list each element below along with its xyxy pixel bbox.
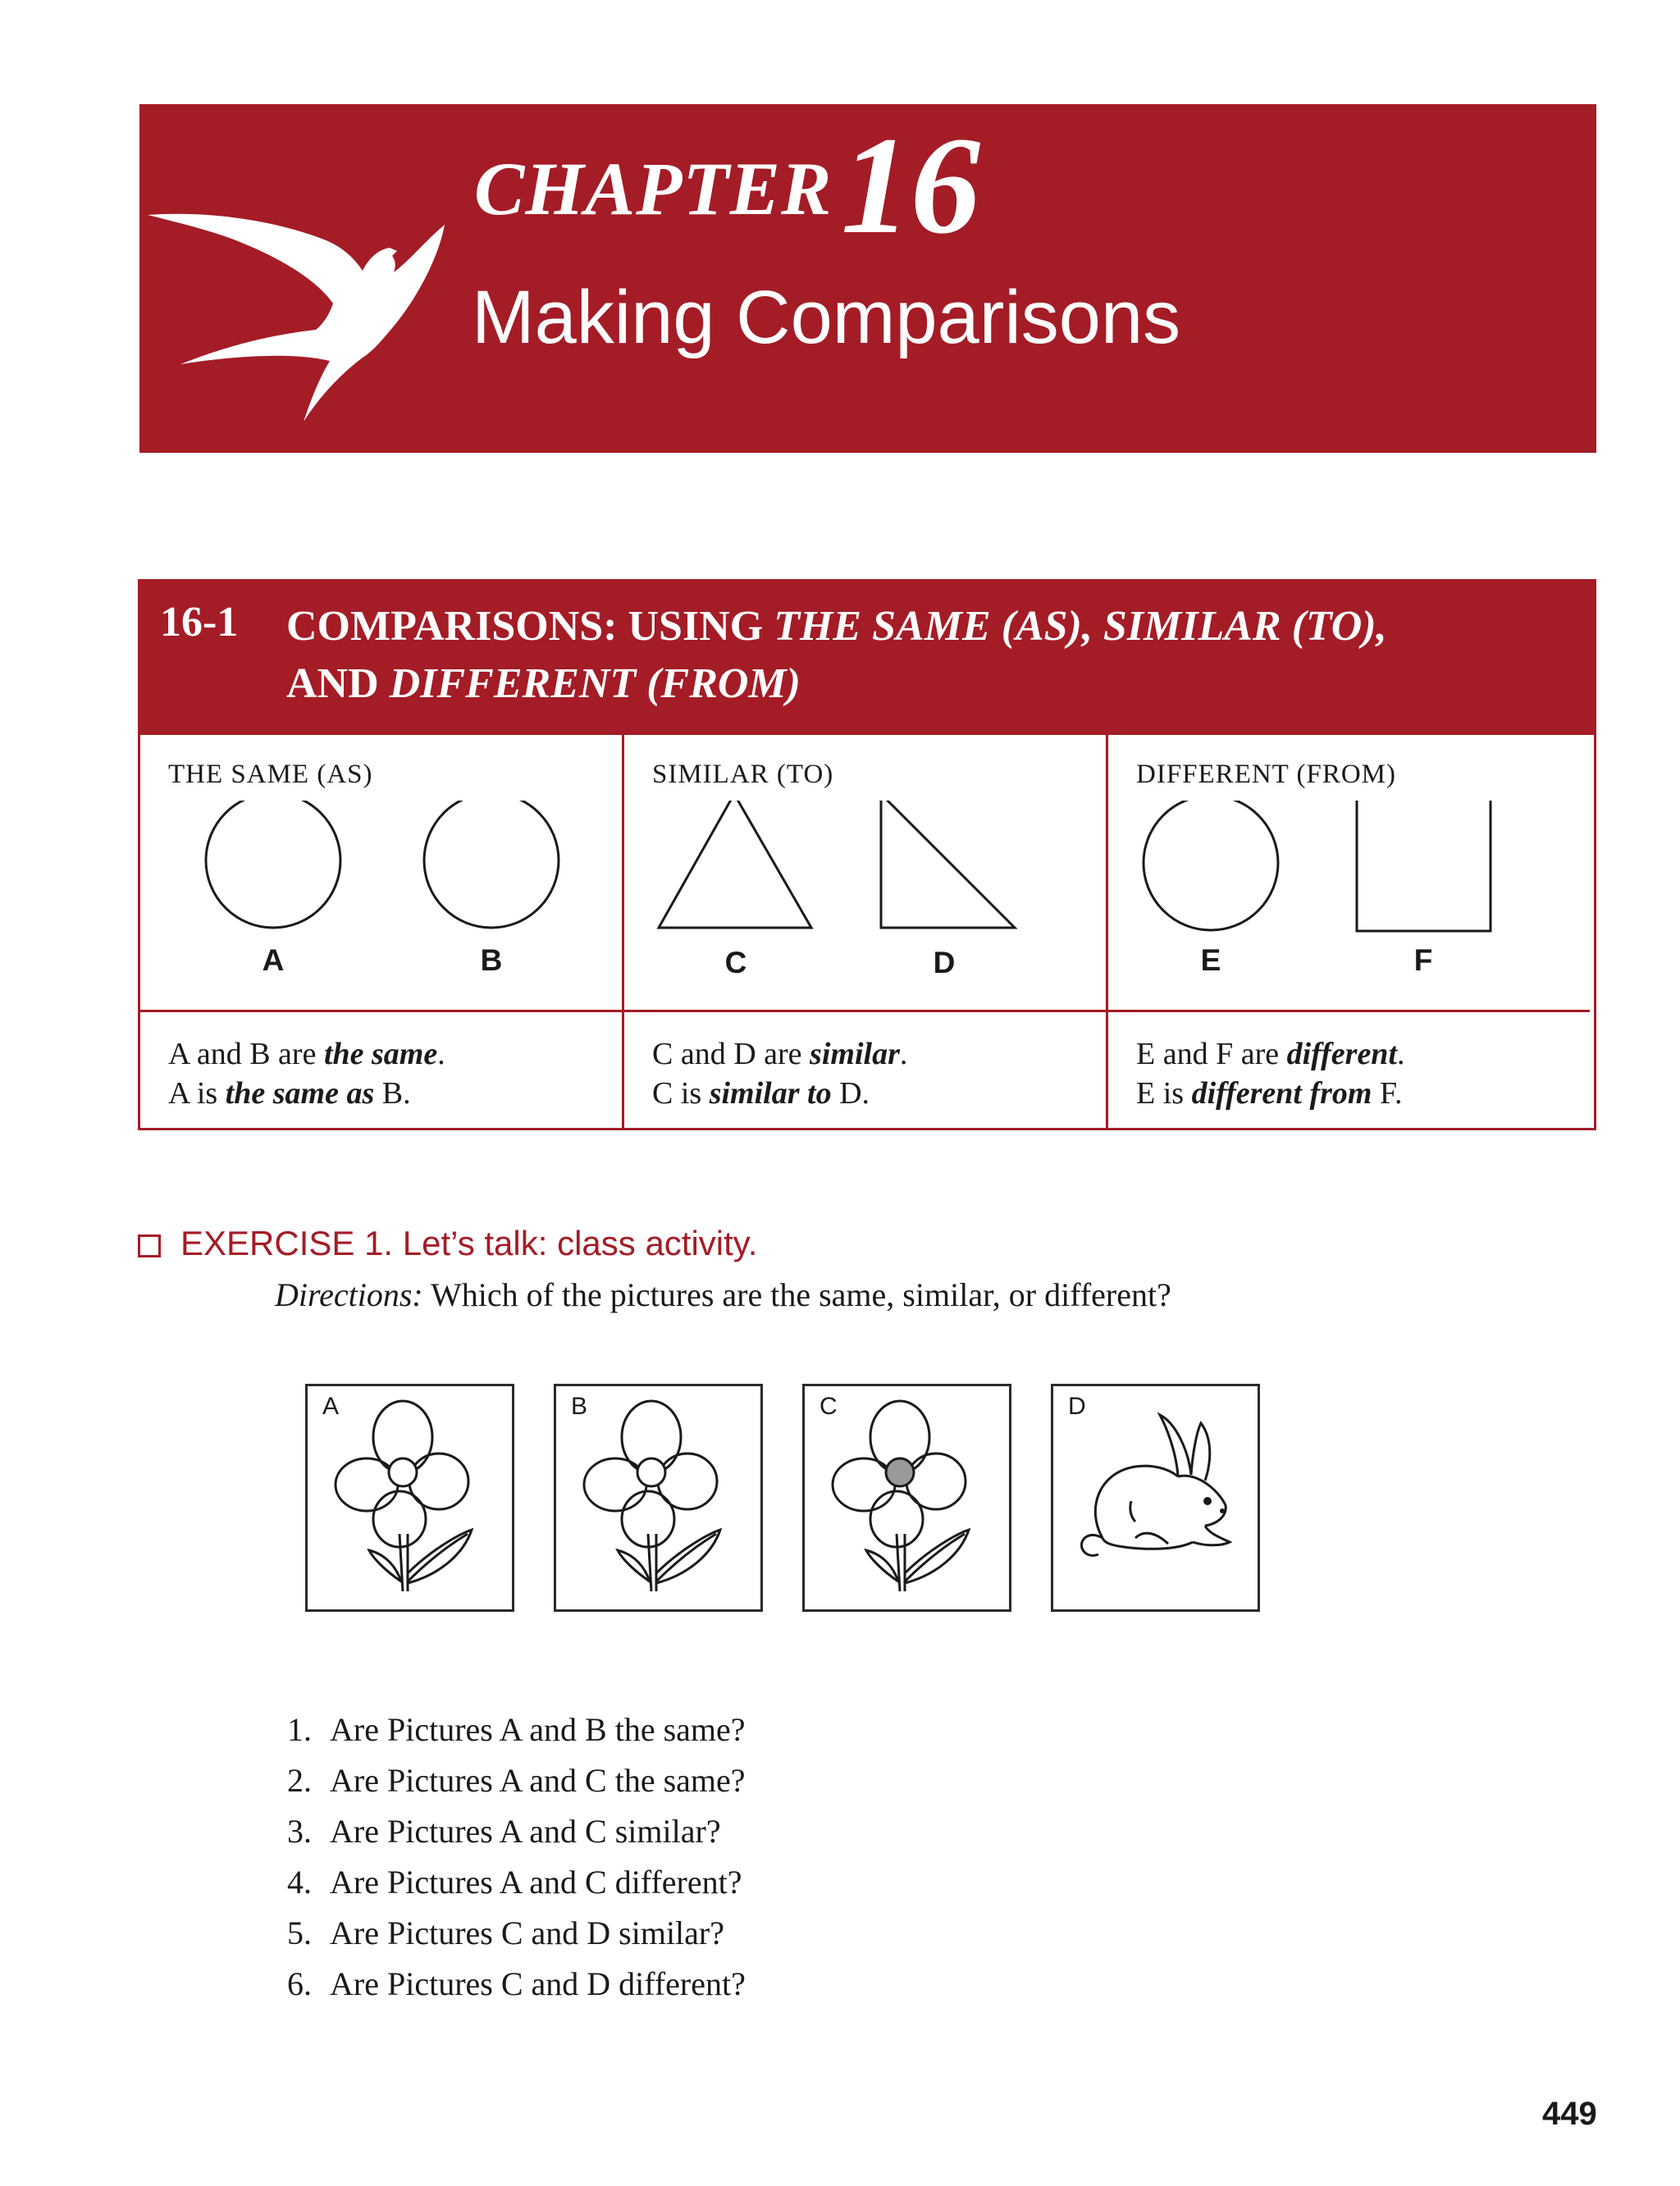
row-divider: [624, 1010, 1106, 1012]
column-similar: [622, 735, 1106, 1130]
exercise-checkbox[interactable]: [138, 1234, 161, 1257]
list-item: 3. Are Pictures A and C similar?: [287, 1813, 721, 1850]
shape-label: A: [262, 943, 285, 977]
picture-c: [802, 1384, 1011, 1612]
list-item: 6. Are Pictures C and D different?: [287, 1965, 746, 2002]
example-text: A and B are the same. A is the same as B.: [168, 1037, 445, 1111]
shape-label: B: [480, 943, 503, 977]
flower-icon: [308, 1386, 512, 1609]
triangle-shape: [881, 801, 1015, 928]
list-item: 5. Are Pictures C and D similar?: [287, 1914, 724, 1951]
column-heading: DIFFERENT (FROM): [1136, 760, 1397, 789]
exercise-directions: Directions: Which of the pictures are the same, similar, or different?: [275, 1276, 1171, 1313]
question-list: [287, 1705, 746, 2010]
example-text: E and F are different. E is different from F.: [1136, 1037, 1405, 1111]
picture-a: [305, 1384, 514, 1612]
comparison-chart: [138, 579, 1596, 1130]
row-divider: [140, 1010, 624, 1012]
flower-icon: [805, 1386, 1009, 1609]
shape-label: E: [1200, 943, 1221, 977]
picture-d: [1051, 1384, 1260, 1612]
chapter-number: 16: [841, 108, 980, 262]
circle-shape: [424, 801, 559, 928]
shape-label: D: [933, 946, 956, 979]
page-number: 449: [1542, 2096, 1597, 2132]
column-heading: THE SAME (AS): [168, 760, 373, 789]
chart-header: [140, 582, 1594, 735]
column-different: [1106, 735, 1590, 1130]
rabbit-icon: [1053, 1386, 1258, 1609]
picture-letter: B: [571, 1393, 588, 1420]
similar-shapes: [624, 801, 1108, 997]
different-shapes: [1108, 801, 1592, 997]
shape-label: F: [1413, 943, 1433, 977]
same-shapes: [140, 801, 624, 997]
column-same: [140, 735, 624, 1130]
picture-b: [554, 1384, 763, 1612]
square-shape: [1357, 801, 1491, 931]
bird-icon: [148, 182, 451, 428]
triangle-shape: [659, 801, 811, 928]
circle-shape: [206, 801, 340, 928]
section-title: COMPARISONS: USING THE SAME (AS), SIMILAR (TO), AND DIFFERENT (FROM): [286, 603, 1387, 707]
chapter-banner: [139, 104, 1596, 453]
chapter-title: Making Comparisons: [472, 276, 1181, 359]
shape-label: C: [724, 946, 747, 979]
list-item: 1. Are Pictures A and B the same?: [287, 1711, 746, 1748]
chapter-label: CHAPTER: [474, 147, 833, 230]
circle-shape: [1144, 801, 1278, 930]
list-item: 2. Are Pictures A and C the same?: [287, 1762, 746, 1799]
section-number: 16-1: [160, 599, 239, 646]
picture-letter: C: [819, 1393, 838, 1420]
picture-letter: A: [322, 1393, 340, 1420]
flower-icon: [556, 1386, 760, 1609]
column-heading: SIMILAR (TO): [652, 760, 834, 789]
exercise-heading: EXERCISE 1. Let’s talk: class activity.: [180, 1224, 758, 1262]
example-text: C and D are similar. C is similar to D.: [652, 1037, 908, 1111]
row-divider: [1108, 1010, 1590, 1012]
list-item: 4. Are Pictures A and C different?: [287, 1864, 742, 1901]
picture-letter: D: [1068, 1393, 1086, 1420]
